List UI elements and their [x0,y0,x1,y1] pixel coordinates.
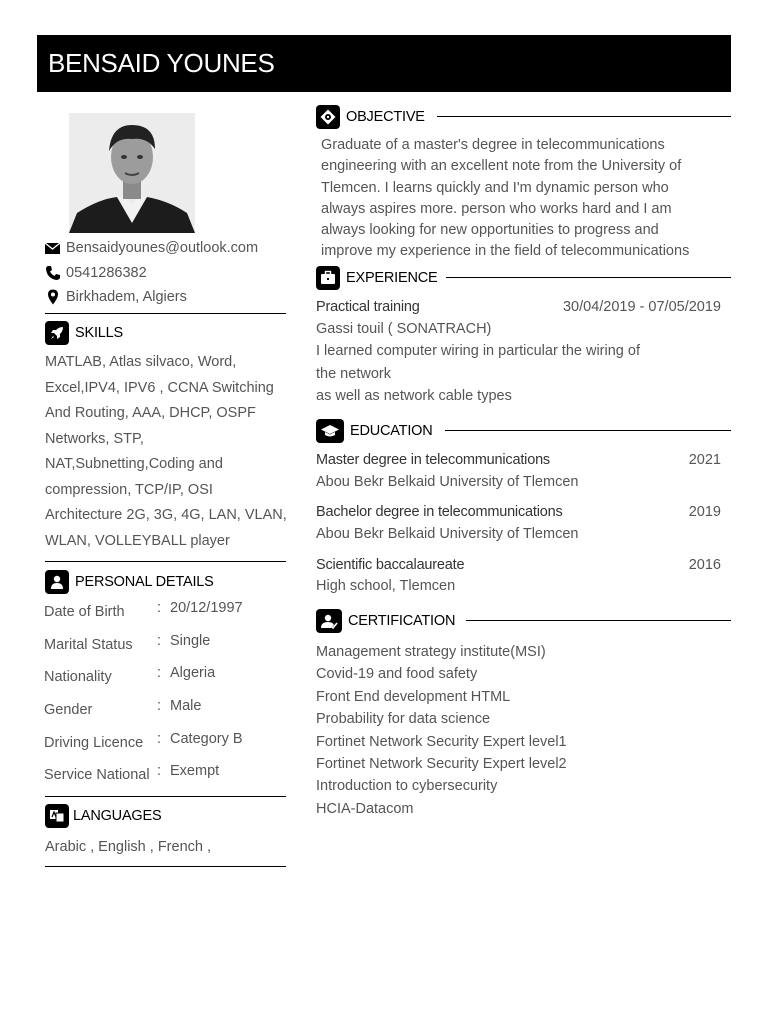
skills-line: And Routing, AAA, DHCP, OSPF [45,405,256,421]
experience-line: I learned computer wiring in particular the wiring of [316,343,640,359]
personal-details-heading [45,570,286,594]
skills-line: Networks, STP, [45,430,144,447]
experience-dates: 30/04/2019 - 07/05/2019 [562,299,721,315]
personal-separator: : [157,633,162,649]
email-text: Bensaidyounes@outlook.com [66,240,259,256]
personal-row [44,731,284,755]
list-item: Fortinet Network Security Expert level2 [316,756,567,773]
profile-photo [69,113,195,233]
experience-role: Practical training [316,299,420,315]
education-year: 2021 [688,452,721,468]
divider [45,796,286,797]
education-title: EDUCATION [350,423,433,439]
translate-icon [45,804,69,828]
objective-line: engineering with an excellent note from the University of [321,158,682,175]
objective-text [321,135,731,263]
skills-list [45,350,290,554]
list-item: Fortinet Network Security Expert level1 [316,733,567,750]
divider [45,866,286,867]
list-item: Introduction to cybersecurity [316,778,498,795]
personal-details-title: PERSONAL DETAILS [75,574,214,590]
languages-text: Arabic , English , French , [45,839,212,855]
list-item: Covid-19 and food safety [316,666,478,683]
personal-label: Gender [44,702,93,718]
certification-heading [316,609,731,633]
personal-separator: : [157,731,162,747]
header-banner [37,35,731,92]
certificate-user-icon [316,609,342,633]
education-school: Abou Bekr Belkaid University of Tlemcen [316,474,579,490]
personal-label: Marital Status [44,637,133,653]
education-rule [445,430,731,431]
divider [45,561,286,562]
personal-value: Algeria [170,665,216,681]
education-degree: Master degree in telecommunications [316,452,550,468]
objective-line: always aspires more. person who works hard and I am [321,200,672,217]
personal-value: Male [170,698,202,714]
education-school: High school, Tlemcen [316,578,456,594]
personal-label: Nationality [44,669,112,685]
education-degree: Bachelor degree in telecommunications [316,504,563,520]
skills-line: Excel,IPV4, IPV6 , CCNA Switching [45,379,274,396]
location-text: Birkhadem, Algiers [66,289,187,305]
personal-separator: : [157,698,162,714]
personal-row [44,600,284,624]
graduation-cap-icon [316,419,344,443]
personal-separator: : [157,763,162,779]
education-heading [316,419,731,443]
certification-title: CERTIFICATION [348,613,456,629]
candidate-name: BENSAID YOUNES [48,48,275,78]
briefcase-icon [316,266,340,290]
objective-line: improve my experience in the field of telecommunications [321,243,690,260]
objective-title: OBJECTIVE [346,109,425,125]
list-item: Management strategy institute(MSI) [316,644,546,660]
objective-line: always looking for new opportunities to progress and [321,222,659,239]
list-item: HCIA-Datacom [316,800,414,817]
personal-value: Exempt [170,763,220,779]
personal-label: Driving Licence [44,735,144,751]
personal-value: Category B [170,731,243,747]
rocket-icon [45,321,69,345]
personal-label: Service National [44,767,150,783]
skills-line: Architecture 2G, 3G, 4G, LAN, VLAN, [45,507,287,523]
personal-row [44,633,284,657]
personal-row [44,698,284,722]
experience-line: the network [316,366,391,382]
experience-company: Gassi touil ( SONATRACH) [316,321,492,337]
envelope-icon [45,240,61,256]
education-degree: Scientific baccalaureate [316,557,465,573]
phone-icon [45,265,61,281]
certification-list [316,641,567,820]
personal-row [44,665,284,689]
objective-line: Graduate of a master's degree in telecommunications [321,137,665,153]
personal-separator: : [157,600,162,616]
skills-line: MATLAB, Atlas silvaco, Word, [45,354,237,370]
certification-rule [466,620,731,621]
list-item: Front End development HTML [316,688,511,705]
target-icon [316,105,340,129]
phone-text: 0541286382 [66,265,147,281]
objective-heading [316,105,731,129]
experience-title: EXPERIENCE [346,270,438,286]
languages-title: LANGUAGES [73,808,162,824]
skills-line: NAT,Subnetting,Coding and [45,456,223,472]
education-year: 2016 [688,557,721,573]
personal-label: Date of Birth [44,604,125,620]
objective-line: Tlemcen. I learns quickly and I'm dynamic person who [321,179,669,196]
personal-value: Single [170,633,211,649]
languages-heading [45,804,286,828]
objective-rule [437,116,731,117]
personal-separator: : [157,665,162,681]
list-item: Probability for data science [316,711,491,728]
experience-heading [316,266,731,290]
experience-line: as well as network cable types [316,388,512,404]
divider [45,313,286,314]
experience-rule [446,277,731,278]
skills-line: WLAN, VOLLEYBALL player [45,532,230,549]
skills-line: compression, TCP/IP, OSI [45,481,213,498]
skills-title: SKILLS [75,325,123,341]
personal-row [44,763,284,787]
user-icon [45,570,69,594]
education-year: 2019 [688,504,721,520]
map-pin-icon [45,289,61,305]
skills-heading [45,321,286,345]
personal-value: 20/12/1997 [170,600,243,616]
education-school: Abou Bekr Belkaid University of Tlemcen [316,526,579,542]
